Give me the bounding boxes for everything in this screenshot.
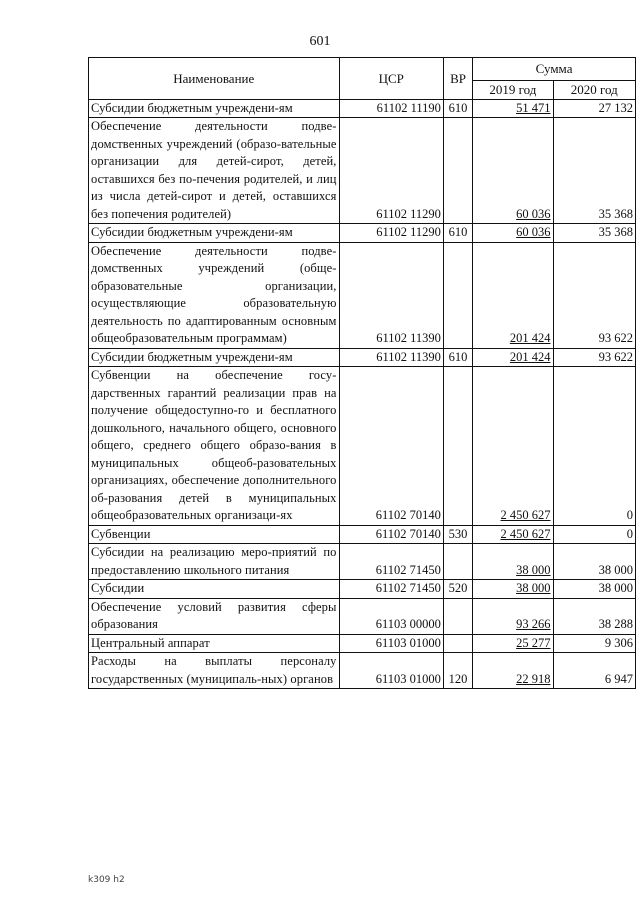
table-row — [89, 348, 636, 367]
row-csr: 61102 11190 — [339, 99, 443, 118]
table-row — [89, 634, 636, 653]
row-amount-2019: 2 450 627 — [473, 525, 553, 544]
row-amount-2019: 60 036 — [473, 118, 553, 224]
row-amount-2019: 201 424 — [473, 242, 553, 348]
row-amount-2019: 201 424 — [473, 348, 553, 367]
row-amount-2020: 93 622 — [553, 242, 636, 348]
row-amount-2019: 60 036 — [473, 224, 553, 243]
row-amount-2020: 9 306 — [553, 634, 636, 653]
footer-code: k309 h2 — [88, 875, 125, 885]
row-vr: 610 — [443, 224, 472, 243]
header-vr: ВР — [443, 58, 472, 100]
row-amount-2019: 2 450 627 — [473, 367, 553, 526]
row-name: Центральный аппарат — [89, 634, 340, 653]
budget-table — [88, 57, 636, 689]
row-amount-2020: 38 288 — [553, 598, 636, 634]
row-vr: 520 — [443, 580, 472, 599]
row-csr: 61103 01000 — [339, 653, 443, 689]
row-amount-2019: 51 471 — [473, 99, 553, 118]
row-csr: 61102 71450 — [339, 544, 443, 580]
table-row — [89, 653, 636, 689]
row-amount-2020: 0 — [553, 525, 636, 544]
row-csr: 61102 11390 — [339, 348, 443, 367]
row-vr — [443, 598, 472, 634]
row-amount-2019: 93 266 — [473, 598, 553, 634]
row-vr: 530 — [443, 525, 472, 544]
row-vr: 610 — [443, 99, 472, 118]
row-amount-2020: 38 000 — [553, 544, 636, 580]
row-name: Субсидии — [89, 580, 340, 599]
row-csr: 61103 01000 — [339, 634, 443, 653]
row-csr: 61102 71450 — [339, 580, 443, 599]
header-year-2019: 2019 год — [473, 81, 553, 100]
row-vr — [443, 544, 472, 580]
table-row — [89, 367, 636, 526]
row-vr: 610 — [443, 348, 472, 367]
row-csr: 61102 11290 — [339, 224, 443, 243]
row-amount-2019: 25 277 — [473, 634, 553, 653]
row-csr: 61102 70140 — [339, 367, 443, 526]
row-csr: 61102 11390 — [339, 242, 443, 348]
row-vr — [443, 118, 472, 224]
table-row — [89, 224, 636, 243]
row-amount-2020: 35 368 — [553, 118, 636, 224]
row-name: Расходы на выплаты персоналу государственных (муниципаль-ных) органов — [89, 653, 340, 689]
row-name: Субсидии на реализацию меро-приятий по предоставлению школьного питания — [89, 544, 340, 580]
row-amount-2020: 27 132 — [553, 99, 636, 118]
row-amount-2019: 38 000 — [473, 544, 553, 580]
row-name: Обеспечение условий развития сферы образования — [89, 598, 340, 634]
table-row — [89, 118, 636, 224]
row-vr — [443, 242, 472, 348]
row-amount-2020: 6 947 — [553, 653, 636, 689]
header-sum: Сумма — [473, 58, 636, 81]
table-row — [89, 242, 636, 348]
table-row — [89, 580, 636, 599]
row-name: Обеспечение деятельности подве-домственных учреждений (обще-образовательные организации, осуществляющие образовательную деятельность по адаптированным основным общеобразовательным программам) — [89, 242, 340, 348]
row-amount-2020: 35 368 — [553, 224, 636, 243]
row-amount-2019: 22 918 — [473, 653, 553, 689]
row-name: Субсидии бюджетным учреждени-ям — [89, 224, 340, 243]
table-row — [89, 99, 636, 118]
table-row — [89, 598, 636, 634]
row-name: Субсидии бюджетным учреждени-ям — [89, 99, 340, 118]
header-csr: ЦСР — [339, 58, 443, 100]
row-name: Субвенции на обеспечение госу-дарственных гарантий реализации прав на получение общедоступно-го и бесплатного дошкольного, начального общего, основного общего, среднего общего образо-вания в муниципальных общеоб-разовательных организациях, обеспечение дополнительного об-разования детей в муниципальных общеобразовательных организаци-ях — [89, 367, 340, 526]
row-csr: 61102 11290 — [339, 118, 443, 224]
row-amount-2020: 93 622 — [553, 348, 636, 367]
row-csr: 61103 00000 — [339, 598, 443, 634]
row-name: Субсидии бюджетным учреждени-ям — [89, 348, 340, 367]
row-amount-2019: 38 000 — [473, 580, 553, 599]
row-csr: 61102 70140 — [339, 525, 443, 544]
table-row — [89, 525, 636, 544]
row-name: Обеспечение деятельности подве-домственных учреждений (образо-вательные организации для детей-сирот, детей, оставшихся без по-печения родителей, и лиц из числа детей-сирот и детей, оставшихся без попечения родителей) — [89, 118, 340, 224]
row-vr — [443, 367, 472, 526]
row-vr: 120 — [443, 653, 472, 689]
row-amount-2020: 38 000 — [553, 580, 636, 599]
row-amount-2020: 0 — [553, 367, 636, 526]
row-vr — [443, 634, 472, 653]
header-name: Наименование — [89, 58, 340, 100]
row-name: Субвенции — [89, 525, 340, 544]
header-year-2020: 2020 год — [553, 81, 636, 100]
page-number: 601 — [309, 34, 331, 49]
table-row — [89, 544, 636, 580]
